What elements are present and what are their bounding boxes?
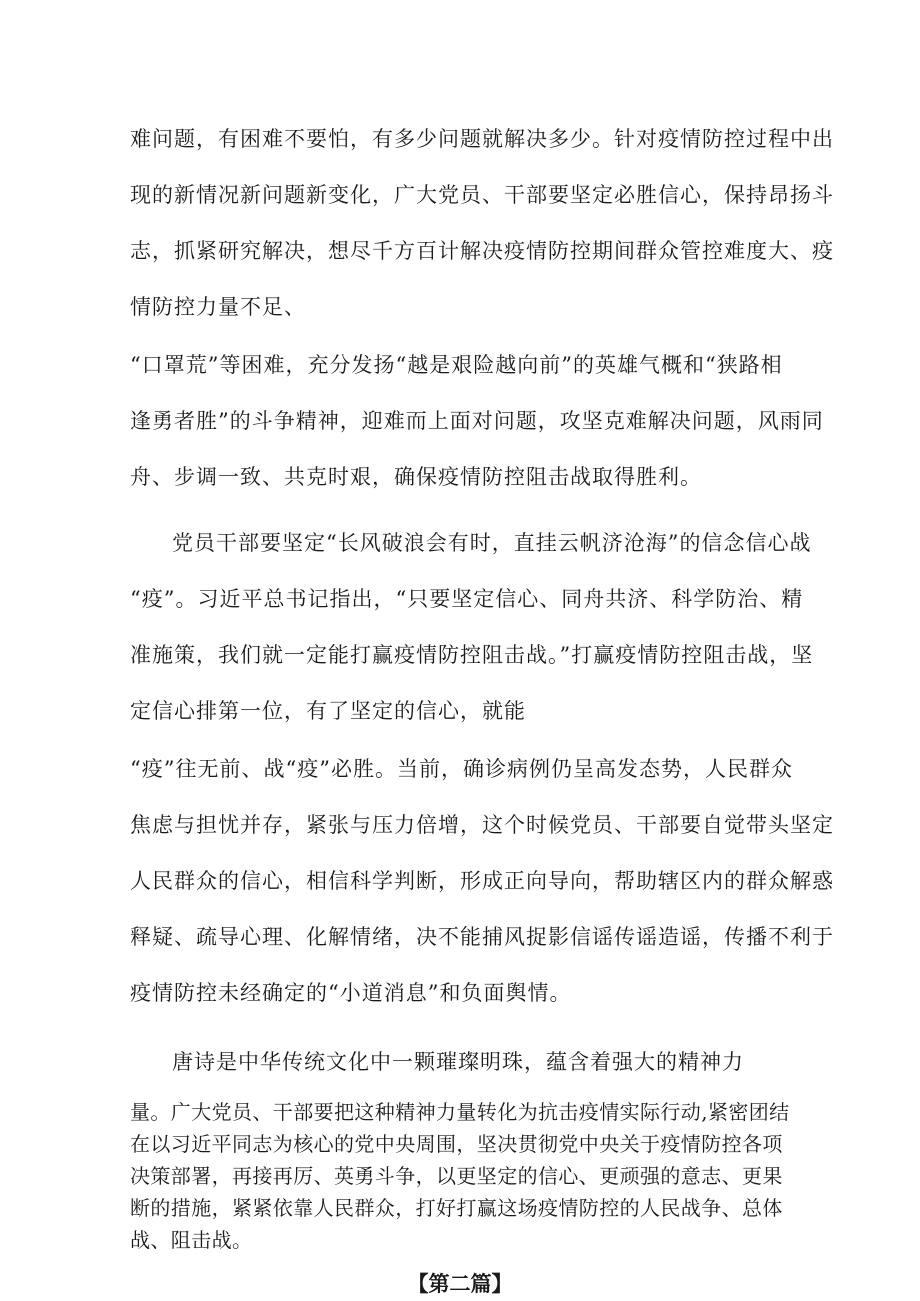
paragraph-6-line-1: 量。广大党员、干部要把这种精神力量转化为抗击疫情实际行动,紧密团结 [130, 1100, 790, 1124]
paragraph-1-line-1: 难问题，有困难不要怕，有多少问题就解决多少。针对疫情防控过程中出 [130, 127, 834, 151]
paragraph-6-line-5: 战、阻击战。 [130, 1228, 253, 1252]
paragraph-5-line-1: 唐诗是中华传统文化中一颗璀璨明珠，蕴含着强大的精神力 [172, 1050, 744, 1074]
paragraph-4-line-4: 释疑、疏导心理、化解情绪，决不能捕风捉影信谣传谣造谣，传播不利于 [130, 925, 834, 949]
paragraph-6-line-2: 在以习近平同志为核心的党中央周围，坚决贯彻党中央关于疫情防控各项 [130, 1132, 783, 1156]
paragraph-4-line-1: “疫”往无前、战“疫”必胜。当前，确诊病例仍呈高发态势，人民群众 [130, 757, 793, 781]
paragraph-1-line-3: 志，抓紧研究解决，想尽千方百计解决疫情防控期间群众管控难度大、疫 [130, 239, 834, 263]
paragraph-6-line-4: 断的措施，紧紧依靠人民群众，打好打赢这场疫情防控的人民战争、总体 [130, 1196, 783, 1220]
paragraph-3-line-1: 党员干部要坚定“长风破浪会有时，直挂云帆济沧海”的信念信心战 [172, 531, 812, 555]
paragraph-3-line-2: “疫”。习近平总书记指出，“只要坚定信心、同舟共济、科学防治、精 [130, 587, 804, 611]
paragraph-4-line-5: 疫情防控未经确定的“小道消息”和负面舆情。 [130, 981, 572, 1005]
paragraph-6-line-3: 决策部署，再接再厉、英勇斗争，以更坚定的信心、更顽强的意志、更果 [130, 1164, 783, 1188]
paragraph-3-line-4: 定信心排第一位，有了坚定的信心，就能 [130, 699, 526, 723]
paragraph-2-line-2: 逢勇者胜”的斗争精神，迎难而上面对问题，攻坚克难解决问题，风雨同 [130, 409, 824, 433]
paragraph-1-line-2: 现的新情况新问题新变化，广大党员、干部要坚定必胜信心，保持昂扬斗 [130, 183, 834, 207]
paragraph-2-line-3: 舟、步调一致、共克时艰，确保疫情防控阻击战取得胜利。 [130, 465, 702, 489]
paragraph-1-line-4: 情防控力量不足、 [130, 295, 306, 319]
paragraph-4-line-2: 焦虑与担忧并存，紧张与压力倍增，这个时候党员、干部要自觉带头坚定 [130, 813, 834, 837]
section-heading: 【第二篇】 [407, 1271, 513, 1296]
paragraph-4-line-3: 人民群众的信心，相信科学判断，形成正向导向，帮助辖区内的群众解惑 [130, 869, 834, 893]
paragraph-3-line-3: 准施策，我们就一定能打赢疫情防控阻击战。”打赢疫情防控阻击战，坚 [130, 643, 814, 667]
paragraph-2-line-1: “口罩荒”等困难，充分发扬“越是艰险越向前”的英雄气概和“狭路相 [130, 353, 783, 377]
